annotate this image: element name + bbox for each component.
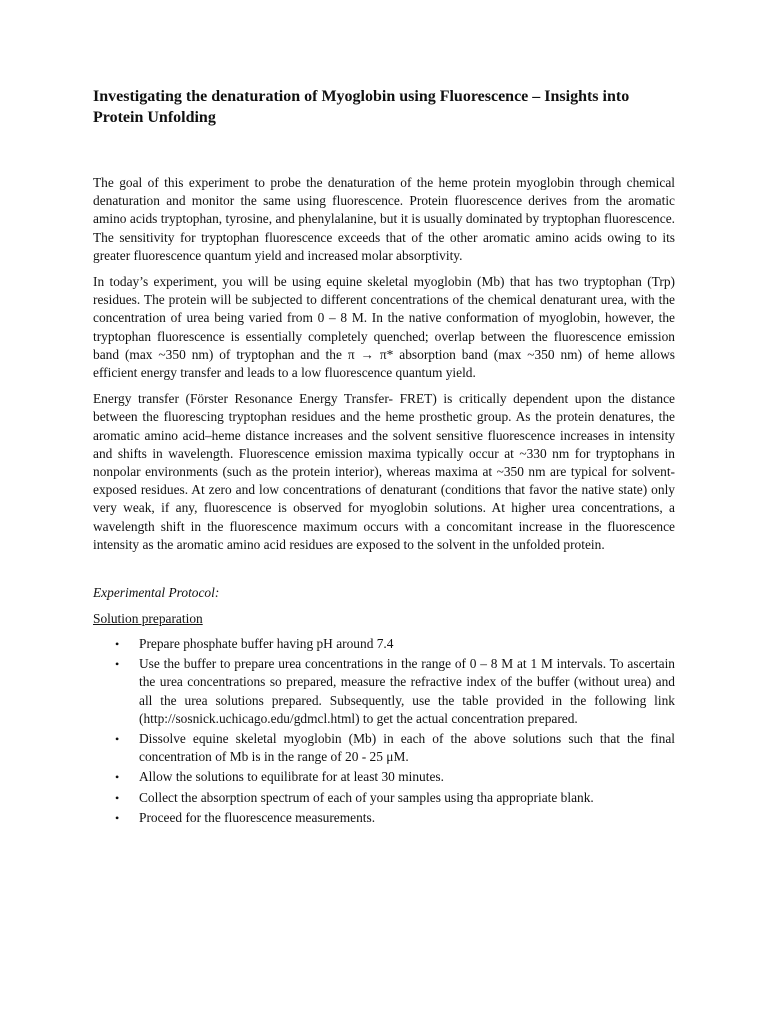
list-item xyxy=(93,635,675,653)
protocol-bullet-list xyxy=(93,635,675,827)
list-item xyxy=(93,789,675,807)
fret-paragraph: Energy transfer (Förster Resonance Energy Transfer- FRET) is critically dependent upon the distance between the fluorescing tryptophan residues and the heme prosthetic group. As the protein denatures, the aromatic amino acid–heme distance increases and the solvent sensitive fluorescence increases in intensity and shifts in wavelength. Fluorescence emission maxima typically occur at ~330 nm for tryptophans in nonpolar environments (such as the protein interior), whereas maxima at ~350 nm are typical for solvent-exposed residues. At zero and low concentrations of denaturant (conditions that favor the native state) only very weak, if any, fluorescence is observed for myoglobin solutions. At higher urea concentrations, a wavelength shift in the fluorescence maximum occurs with a concomitant increase in the fluorescence intensity as the aromatic amino acid residues are exposed to the solvent in the unfolded protein. xyxy=(93,391,675,552)
intro-paragraph: The goal of this experiment to probe the denaturation of the heme protein myoglobin through chemical denaturation and monitor the same using fluorescence. Protein fluorescence derives from the aromatic amino acids tryptophan, tyrosine, and phenylalanine, but it is usually dominated by tryptophan fluorescence. The sensitivity for tryptophan fluorescence exceeds that of the other aromatic amino acids owing to its greater fluorescence quantum yield and increased molar absorptivity. xyxy=(93,175,675,263)
list-item xyxy=(93,809,675,827)
list-item-text: Proceed for the fluorescence measurements. xyxy=(139,809,376,825)
list-item-text: Use the buffer to prepare urea concentrations in the range of 0 – 8 M at 1 M intervals. To ascertain the urea concentrations so prepared, measure the refractive index of the buffer (without urea) and all the urea solutions prepared. Subsequently, use the table provided in the following link (http://sosnick.uchicago.edu/gdmcl.html) to get the actual concentration prepared. xyxy=(139,656,675,726)
list-item-text: Prepare phosphate buffer having pH around 7.4 xyxy=(139,636,394,652)
list-item xyxy=(93,768,675,786)
solution-preparation-heading: Solution preparation xyxy=(93,611,203,627)
bullet-icon: • xyxy=(115,732,120,747)
list-item xyxy=(93,730,675,766)
bullet-icon: • xyxy=(115,810,120,825)
list-item-text: Allow the solutions to equilibrate for at least 30 minutes. xyxy=(139,769,444,785)
protocol-heading: Experimental Protocol: xyxy=(93,585,220,601)
list-item-text: Collect the absorption spectrum of each of your samples using tha appropriate blank. xyxy=(139,789,594,805)
experiment-paragraph: In today’s experiment, you will be using equine skeletal myoglobin (Mb) that has two tryptophan (Trp) residues. The protein will be subjected to different concentrations of the chemical denaturant urea, with the concentration of urea being varied from 0 – 8 M. In the native conformation of myoglobin, however, the tryptophan fluorescence is essentially completely quenched; overlap between the fluorescence emission band (max ~350 nm) of tryptophan and the π → π* absorption band (max ~350 nm) of heme allows efficient energy transfer and leads to a low fluorescence quantum yield. xyxy=(93,274,675,381)
bullet-icon: • xyxy=(115,637,120,652)
list-item-text: Dissolve equine skeletal myoglobin (Mb) in each of the above solutions such that the final concentration of Mb is in the range of 20 - 25 μM. xyxy=(139,731,675,765)
bullet-icon: • xyxy=(115,770,120,785)
bullet-icon: • xyxy=(115,790,120,805)
document-title: Investigating the denaturation of Myoglobin using Fluorescence – Insights into Protein Unfolding xyxy=(93,88,630,126)
bullet-icon: • xyxy=(115,657,120,672)
list-item xyxy=(93,655,675,728)
